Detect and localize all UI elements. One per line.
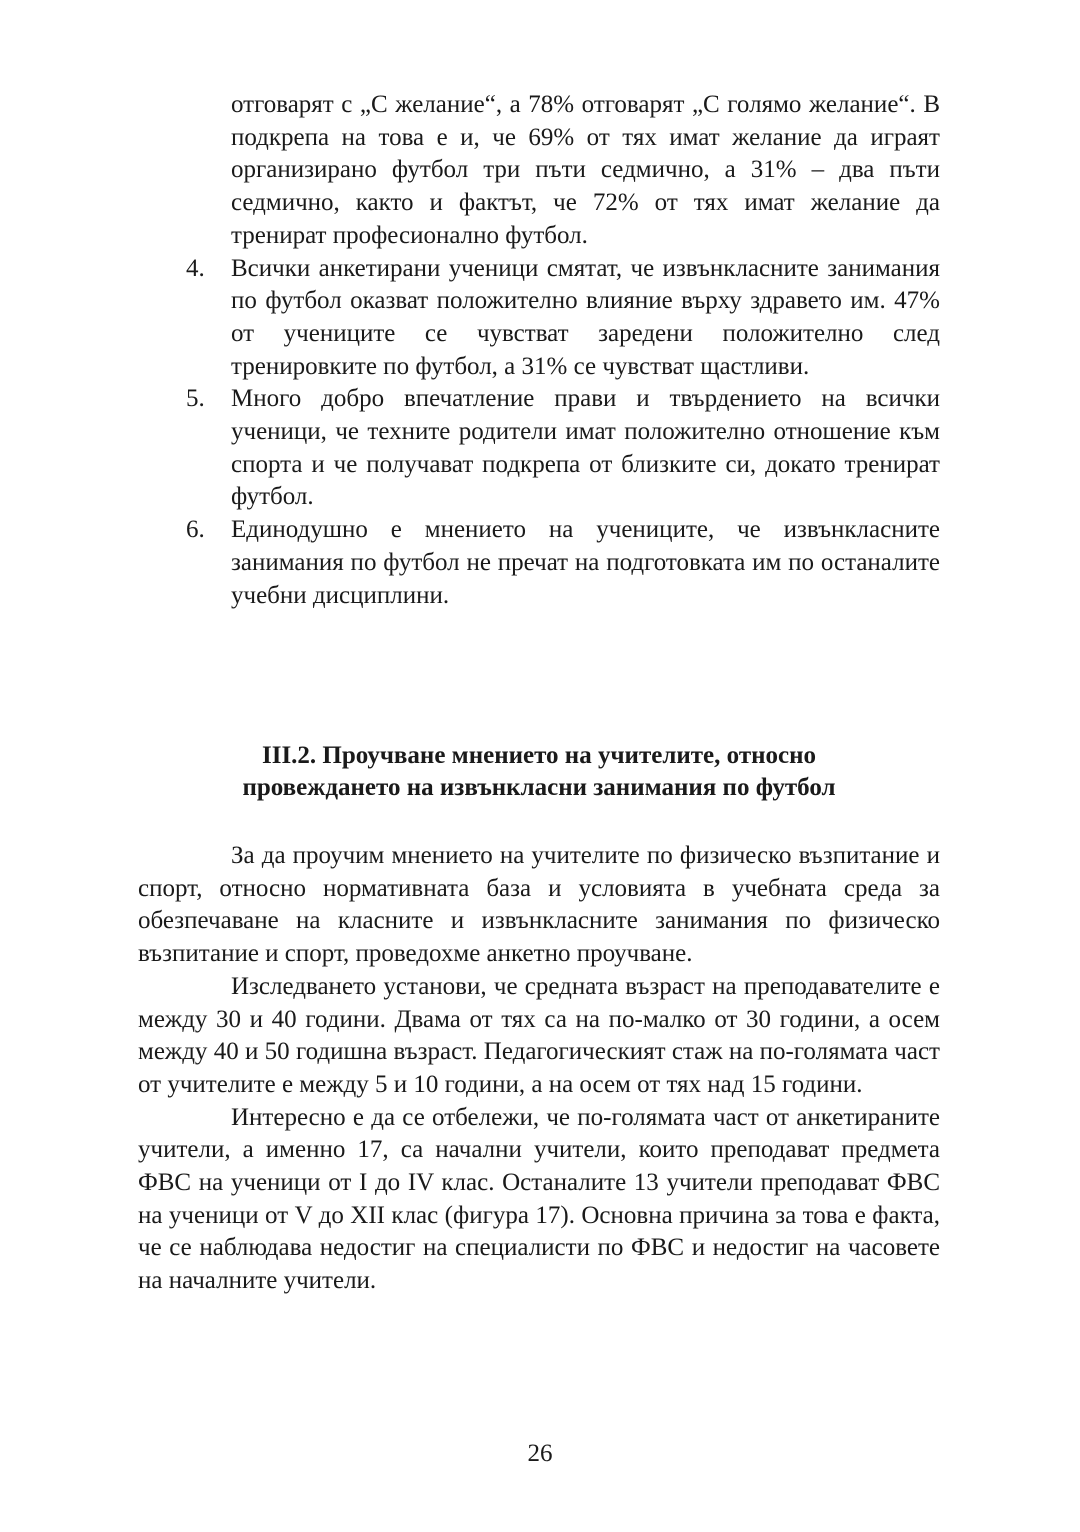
list-item [138, 383, 940, 514]
list-item-number: 4. [186, 254, 205, 282]
section-heading-line-1: III.2. Проучване мнението на учителите, относно [261, 742, 817, 769]
list-item [138, 253, 940, 384]
list-item-text: Единодушно е мнението на учениците, че извънкласните занимания по футбол не пречат на подготовката им по останалите учебни дисциплини. [231, 516, 940, 609]
list-item [138, 514, 940, 612]
section-body [138, 840, 940, 1298]
page-number: 26 [527, 1440, 553, 1467]
list-item-number: 5. [186, 385, 205, 413]
list-item-text: Всички анкетирани ученици смятат, че извънкласните занимания по футбол оказват положително влияние върху здравето им. 47% от учениците се чувстват заредени положително след тренировките по футбол, а 31% се чувстват щастливи. [231, 254, 940, 380]
list-item [138, 89, 940, 253]
section-heading [138, 740, 940, 804]
list-item-text: отговарят с „С желание“, а 78% отговарят „С голямо желание“. В подкрепа на това е и, че 69% от тях имат желание да играят организирано футбол три пъти седмично, а 31% – два пъти седмично, както и фактът, че 72% от тях имат желание да тренират професионално футбол. [231, 91, 940, 249]
conclusions-list [138, 89, 940, 612]
body-paragraph: За да проучим мнението на учителите по физическо възпитание и спорт, относно нормативната база и условията в учебната среда за обезпечаване на класните и извънкласните занимания по физическо възпитание и спорт, проведохме анкетно проучване. [138, 842, 940, 968]
body-paragraph: Изследването установи, че средната възраст на преподавателите е между 30 и 40 години. Двама от тях са на по-малко от 30 години, а осем между 40 и 50 годишна възраст. Педагогическият стаж на по-голямата част от учителите е между 5 и 10 години, а на осем от тях над 15 години. [138, 972, 940, 1098]
list-item-number: 6. [186, 516, 205, 544]
section-heading-line-2: провеждането на извънкласни занимания по футбол [242, 774, 836, 801]
list-item-text: Много добро впечатление прави и твърдението на всички ученици, че техните родители имат положително отношение към спорта и че получават подкрепа от близките си, докато тренират футбол. [231, 385, 940, 511]
body-paragraph: Интересно е да се отбележи, че по-голямата част от анкетираните учители, а именно 17, са начални учители, които преподават предмета ФВС на ученици от I до IV клас. Останалите 13 учители преподават ФВС на ученици от V до XII клас (фигура 17). Основна причина за това е факта, че се наблюдава недостиг на специалисти по ФВС и недостиг на часовете на началните учители. [138, 1103, 940, 1295]
